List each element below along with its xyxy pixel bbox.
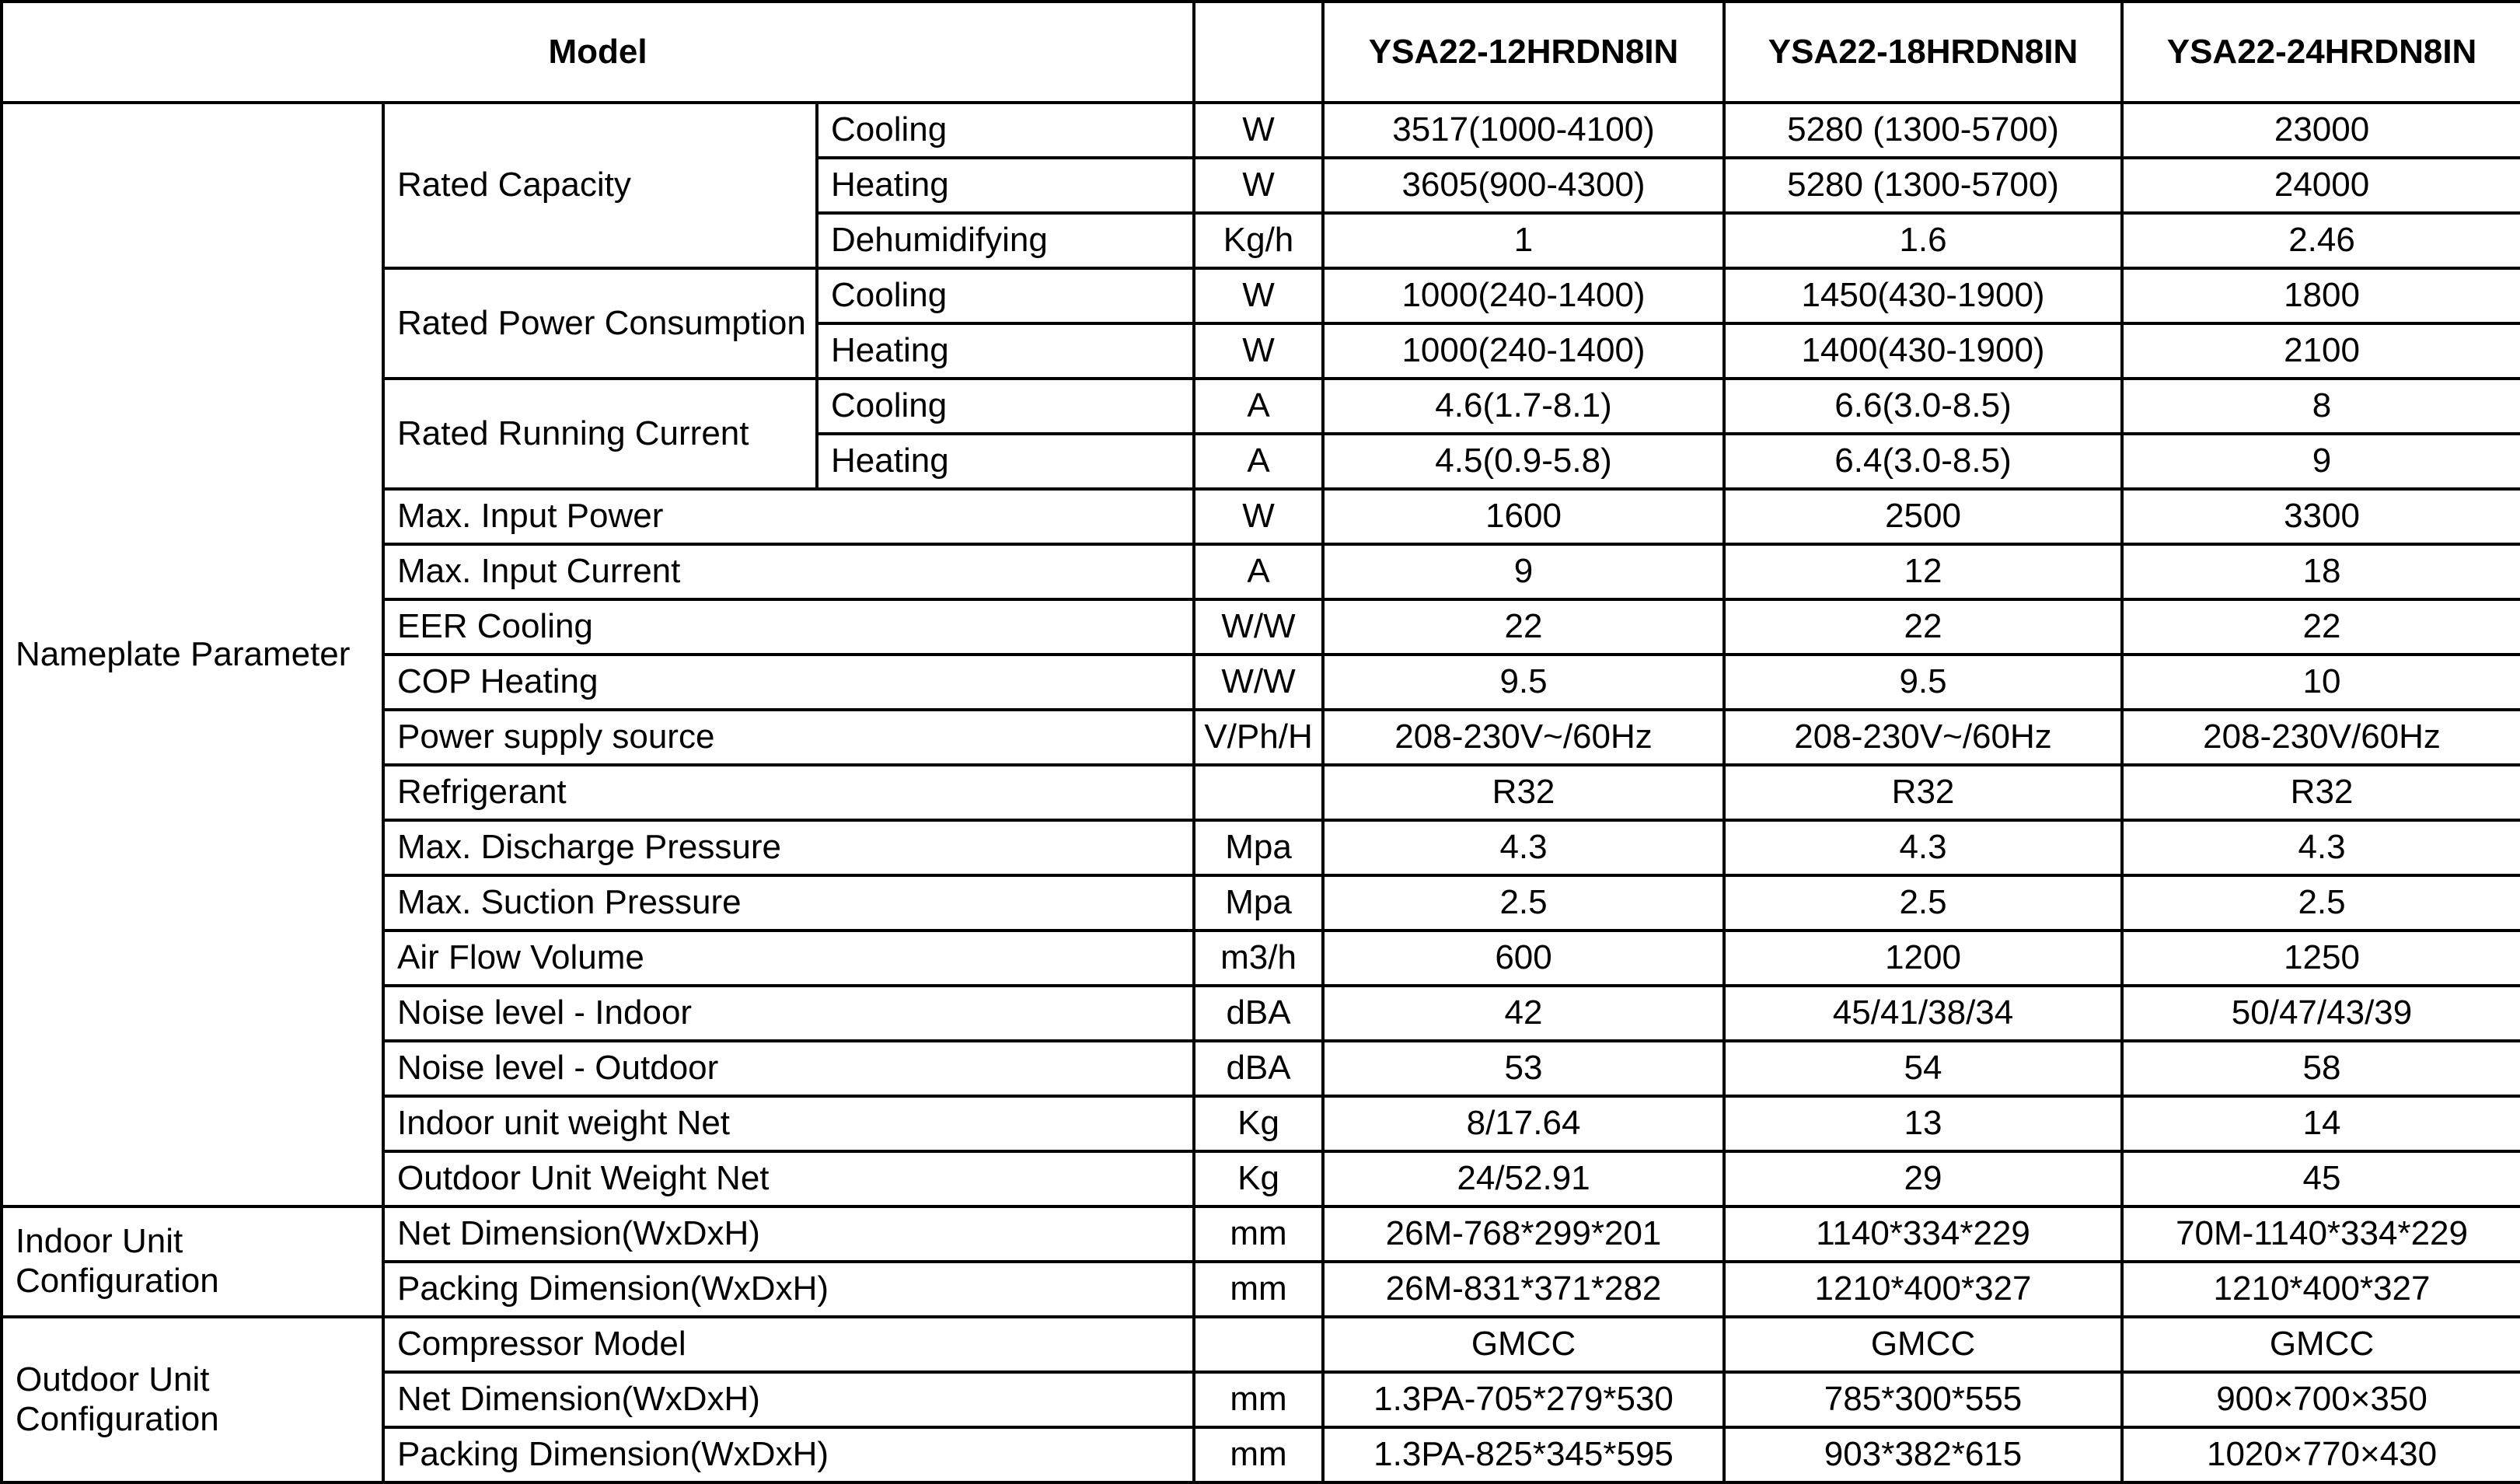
value-cell: 9.5 <box>1323 655 1724 710</box>
value-cell: 10 <box>2122 655 2520 710</box>
value-cell: 8/17.64 <box>1323 1096 1724 1151</box>
group-label-outdoor-unit-configuration: Outdoor Unit Configuration <box>2 1317 383 1482</box>
param-label: Packing Dimension(WxDxH) <box>383 1427 1194 1482</box>
value-cell: GMCC <box>1323 1317 1724 1372</box>
value-cell: 1000(240-1400) <box>1323 323 1724 379</box>
unit-cell: A <box>1194 379 1323 434</box>
group-label-indoor-unit-configuration: Indoor Unit Configuration <box>2 1206 383 1317</box>
value-cell: 2.46 <box>2122 213 2520 268</box>
value-cell: 18 <box>2122 544 2520 599</box>
value-cell: 1600 <box>1323 489 1724 544</box>
param-label: Max. Suction Pressure <box>383 875 1194 931</box>
value-cell: 4.6(1.7-8.1) <box>1323 379 1724 434</box>
sub-param-label: Heating <box>817 158 1194 213</box>
sub-param-label: Heating <box>817 434 1194 489</box>
unit-cell: mm <box>1194 1206 1323 1262</box>
param-label: Outdoor Unit Weight Net <box>383 1151 1194 1206</box>
param-label: Rated Power Consumption <box>383 268 817 379</box>
value-cell: 208-230V~/60Hz <box>1724 710 2122 765</box>
param-label: Noise level - Indoor <box>383 986 1194 1041</box>
param-label: Rated Running Current <box>383 379 817 489</box>
value-cell: 23000 <box>2122 103 2520 158</box>
param-label: EER Cooling <box>383 599 1194 655</box>
value-cell: 1800 <box>2122 268 2520 323</box>
value-cell: 13 <box>1724 1096 2122 1151</box>
value-cell: 1250 <box>2122 931 2520 986</box>
model-header-label: Model <box>2 2 1194 103</box>
unit-cell: W <box>1194 323 1323 379</box>
value-cell: 29 <box>1724 1151 2122 1206</box>
value-cell: R32 <box>2122 765 2520 820</box>
unit-cell: A <box>1194 544 1323 599</box>
value-cell: 3300 <box>2122 489 2520 544</box>
value-cell: 24000 <box>2122 158 2520 213</box>
value-cell: 208-230V/60Hz <box>2122 710 2520 765</box>
param-label: COP Heating <box>383 655 1194 710</box>
unit-cell: A <box>1194 434 1323 489</box>
value-cell: 14 <box>2122 1096 2520 1151</box>
unit-cell: W <box>1194 489 1323 544</box>
value-cell: 53 <box>1323 1041 1724 1096</box>
param-label: Noise level - Outdoor <box>383 1041 1194 1096</box>
param-label: Indoor unit weight Net <box>383 1096 1194 1151</box>
value-cell: 2500 <box>1724 489 2122 544</box>
value-cell: 9.5 <box>1724 655 2122 710</box>
table-row <box>2 103 2520 158</box>
unit-column-header <box>1194 2 1323 103</box>
unit-cell <box>1194 765 1323 820</box>
unit-cell: Mpa <box>1194 820 1323 875</box>
value-cell: 5280 (1300-5700) <box>1724 158 2122 213</box>
model-name-1: YSA22-12HRDN8IN <box>1323 2 1724 103</box>
param-label: Net Dimension(WxDxH) <box>383 1372 1194 1427</box>
value-cell: 22 <box>1724 599 2122 655</box>
value-cell: 1200 <box>1724 931 2122 986</box>
value-cell: 1 <box>1323 213 1724 268</box>
value-cell: 1020×770×430 <box>2122 1427 2520 1482</box>
value-cell: 4.3 <box>2122 820 2520 875</box>
table-header-row <box>2 2 2520 103</box>
value-cell: 4.3 <box>1323 820 1724 875</box>
value-cell: 42 <box>1323 986 1724 1041</box>
value-cell: 900×700×350 <box>2122 1372 2520 1427</box>
value-cell: 54 <box>1724 1041 2122 1096</box>
unit-cell: Kg/h <box>1194 213 1323 268</box>
sub-param-label: Dehumidifying <box>817 213 1194 268</box>
value-cell: 22 <box>2122 599 2520 655</box>
unit-cell: W/W <box>1194 655 1323 710</box>
value-cell: 4.3 <box>1724 820 2122 875</box>
sub-param-label: Cooling <box>817 268 1194 323</box>
unit-cell: mm <box>1194 1262 1323 1317</box>
value-cell: 1.6 <box>1724 213 2122 268</box>
unit-cell: W <box>1194 103 1323 158</box>
value-cell: 5280 (1300-5700) <box>1724 103 2122 158</box>
unit-cell <box>1194 1317 1323 1372</box>
value-cell: 26M-768*299*201 <box>1323 1206 1724 1262</box>
value-cell: 3517(1000-4100) <box>1323 103 1724 158</box>
unit-cell: mm <box>1194 1372 1323 1427</box>
unit-cell: V/Ph/H <box>1194 710 1323 765</box>
value-cell: 6.6(3.0-8.5) <box>1724 379 2122 434</box>
value-cell: 1.3PA-705*279*530 <box>1323 1372 1724 1427</box>
value-cell: 1210*400*327 <box>1724 1262 2122 1317</box>
param-label: Power supply source <box>383 710 1194 765</box>
value-cell: GMCC <box>1724 1317 2122 1372</box>
value-cell: 8 <box>2122 379 2520 434</box>
value-cell: 12 <box>1724 544 2122 599</box>
unit-cell: Kg <box>1194 1096 1323 1151</box>
unit-cell: Mpa <box>1194 875 1323 931</box>
param-label: Max. Discharge Pressure <box>383 820 1194 875</box>
value-cell: 2.5 <box>1323 875 1724 931</box>
value-cell: 1400(430-1900) <box>1724 323 2122 379</box>
param-label: Air Flow Volume <box>383 931 1194 986</box>
unit-cell: m3/h <box>1194 931 1323 986</box>
value-cell: 58 <box>2122 1041 2520 1096</box>
value-cell: 3605(900-4300) <box>1323 158 1724 213</box>
value-cell: GMCC <box>2122 1317 2520 1372</box>
param-label: Refrigerant <box>383 765 1194 820</box>
value-cell: 45/41/38/34 <box>1724 986 2122 1041</box>
value-cell: 2100 <box>2122 323 2520 379</box>
value-cell: 208-230V~/60Hz <box>1323 710 1724 765</box>
param-label: Rated Capacity <box>383 103 817 268</box>
value-cell: 50/47/43/39 <box>2122 986 2520 1041</box>
param-label: Max. Input Power <box>383 489 1194 544</box>
param-label: Compressor Model <box>383 1317 1194 1372</box>
unit-cell: mm <box>1194 1427 1323 1482</box>
value-cell: 1140*334*229 <box>1724 1206 2122 1262</box>
sub-param-label: Cooling <box>817 103 1194 158</box>
value-cell: 1210*400*327 <box>2122 1262 2520 1317</box>
model-name-2: YSA22-18HRDN8IN <box>1724 2 2122 103</box>
value-cell: 1000(240-1400) <box>1323 268 1724 323</box>
value-cell: R32 <box>1323 765 1724 820</box>
param-label: Net Dimension(WxDxH) <box>383 1206 1194 1262</box>
unit-cell: W/W <box>1194 599 1323 655</box>
sub-param-label: Cooling <box>817 379 1194 434</box>
value-cell: 9 <box>2122 434 2520 489</box>
value-cell: 903*382*615 <box>1724 1427 2122 1482</box>
value-cell: 600 <box>1323 931 1724 986</box>
value-cell: 26M-831*371*282 <box>1323 1262 1724 1317</box>
param-label: Max. Input Current <box>383 544 1194 599</box>
table-row <box>2 1206 2520 1262</box>
group-label-nameplate-parameter: Nameplate Parameter <box>2 103 383 1206</box>
value-cell: 9 <box>1323 544 1724 599</box>
value-cell: 70M-1140*334*229 <box>2122 1206 2520 1262</box>
unit-cell: Kg <box>1194 1151 1323 1206</box>
sub-param-label: Heating <box>817 323 1194 379</box>
unit-cell: dBA <box>1194 986 1323 1041</box>
table-row <box>2 1317 2520 1372</box>
value-cell: 785*300*555 <box>1724 1372 2122 1427</box>
unit-cell: dBA <box>1194 1041 1323 1096</box>
unit-cell: W <box>1194 158 1323 213</box>
value-cell: 6.4(3.0-8.5) <box>1724 434 2122 489</box>
value-cell: 1450(430-1900) <box>1724 268 2122 323</box>
param-label: Packing Dimension(WxDxH) <box>383 1262 1194 1317</box>
value-cell: 1.3PA-825*345*595 <box>1323 1427 1724 1482</box>
value-cell: 24/52.91 <box>1323 1151 1724 1206</box>
value-cell: 4.5(0.9-5.8) <box>1323 434 1724 489</box>
value-cell: 2.5 <box>2122 875 2520 931</box>
value-cell: 2.5 <box>1724 875 2122 931</box>
value-cell: R32 <box>1724 765 2122 820</box>
value-cell: 45 <box>2122 1151 2520 1206</box>
value-cell: 22 <box>1323 599 1724 655</box>
model-name-3: YSA22-24HRDN8IN <box>2122 2 2520 103</box>
unit-cell: W <box>1194 268 1323 323</box>
